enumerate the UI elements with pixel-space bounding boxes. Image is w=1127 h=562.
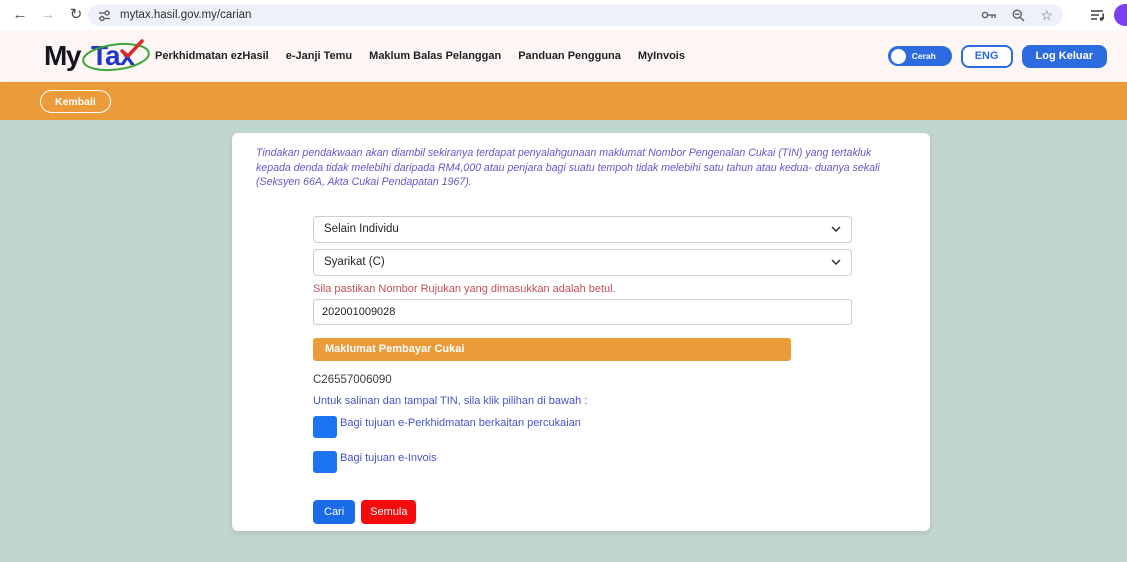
nav-panduan-pengguna[interactable]: Panduan Pengguna: [518, 50, 621, 62]
form-column: [313, 216, 852, 524]
copy-einvois-label: Bagi tujuan e-Invois: [340, 451, 437, 464]
entity-type-select[interactable]: [313, 249, 852, 276]
reference-number-input[interactable]: [313, 299, 852, 325]
nav-maklum-balas-pelanggan[interactable]: Maklum Balas Pelanggan: [369, 50, 502, 62]
copy-eperkhidmatan-label: Bagi tujuan e-Perkhidmatan berkaitan percukaian: [340, 416, 581, 429]
result-section-header: Maklumat Pembayar Cukai: [313, 338, 791, 361]
bookmark-star-icon[interactable]: ☆: [1040, 7, 1053, 23]
chevron-down-icon: [831, 226, 841, 232]
mytax-logo[interactable]: [44, 38, 152, 76]
logo-swoosh-icon: [44, 38, 152, 76]
password-key-icon[interactable]: [981, 9, 997, 21]
main-nav: [155, 30, 685, 82]
url-text: mytax.hasil.gov.my/carian: [120, 9, 252, 21]
zoom-out-icon[interactable]: [1012, 9, 1025, 22]
subheader-bar: [0, 82, 1127, 120]
browser-toolbar: [0, 0, 1127, 30]
reset-button[interactable]: Semula: [361, 500, 416, 524]
header-controls: [888, 30, 1107, 82]
logout-button[interactable]: Log Keluar: [1022, 45, 1107, 68]
copy-eperkhidmatan-button[interactable]: [313, 416, 337, 438]
entity-type-select-value: Syarikat (C): [324, 256, 385, 269]
category-select-value: Selain Individu: [324, 223, 399, 236]
site-header: [0, 30, 1127, 82]
tin-value: C26557006090: [313, 373, 392, 386]
search-card: [232, 133, 930, 531]
copy-option-row: [313, 451, 852, 473]
main-area: [0, 120, 1127, 562]
address-bar[interactable]: [88, 4, 1063, 26]
theme-toggle-label: Cerah: [911, 51, 936, 61]
chevron-down-icon: [831, 259, 841, 265]
nav-e-janji-temu[interactable]: e-Janji Temu: [285, 50, 353, 62]
theme-toggle[interactable]: [888, 46, 952, 66]
playlist-icon[interactable]: [1090, 8, 1105, 22]
category-select[interactable]: [313, 216, 852, 243]
browser-back-icon[interactable]: ←: [8, 3, 32, 27]
logo-text-tax: Tax: [91, 40, 135, 71]
toggle-knob-icon: [891, 49, 906, 64]
nav-perkhidmatan-ezhasil[interactable]: Perkhidmatan ezHasil: [155, 50, 269, 62]
site-settings-icon[interactable]: [98, 9, 111, 22]
warning-text: Tindakan pendakwaan akan diambil sekiranya terdapat penyalahgunaan maklumat Nombor Pengenalan Cukai (TIN) yang tertakluk kepada denda tidak melebihi daripada RM4,000 atau penjara bagi suatu tempoh tidak melebihi satu tahun atau kedua- duanya sekali (Seksyen 66A, Akta Cukai Pendapatan 1967).: [256, 147, 880, 189]
browser-reload-icon[interactable]: ↻: [64, 3, 88, 27]
browser-avatar[interactable]: [1114, 4, 1127, 26]
copy-option-row: [313, 416, 852, 438]
back-button[interactable]: Kembali: [40, 90, 111, 113]
copy-instruction: Untuk salinan dan tampal TIN, sila klik pilihan di bawah :: [313, 394, 588, 407]
reference-hint: Sila pastikan Nombor Rujukan yang dimasukkan adalah betul.: [313, 282, 616, 295]
search-button[interactable]: Cari: [313, 500, 355, 524]
copy-einvois-button[interactable]: [313, 451, 337, 473]
language-button[interactable]: ENG: [961, 45, 1013, 68]
browser-forward-icon[interactable]: →: [36, 3, 60, 27]
nav-myinvois[interactable]: MyInvois: [637, 50, 685, 62]
action-buttons: [313, 500, 852, 524]
logo-text-my: My: [44, 40, 80, 71]
